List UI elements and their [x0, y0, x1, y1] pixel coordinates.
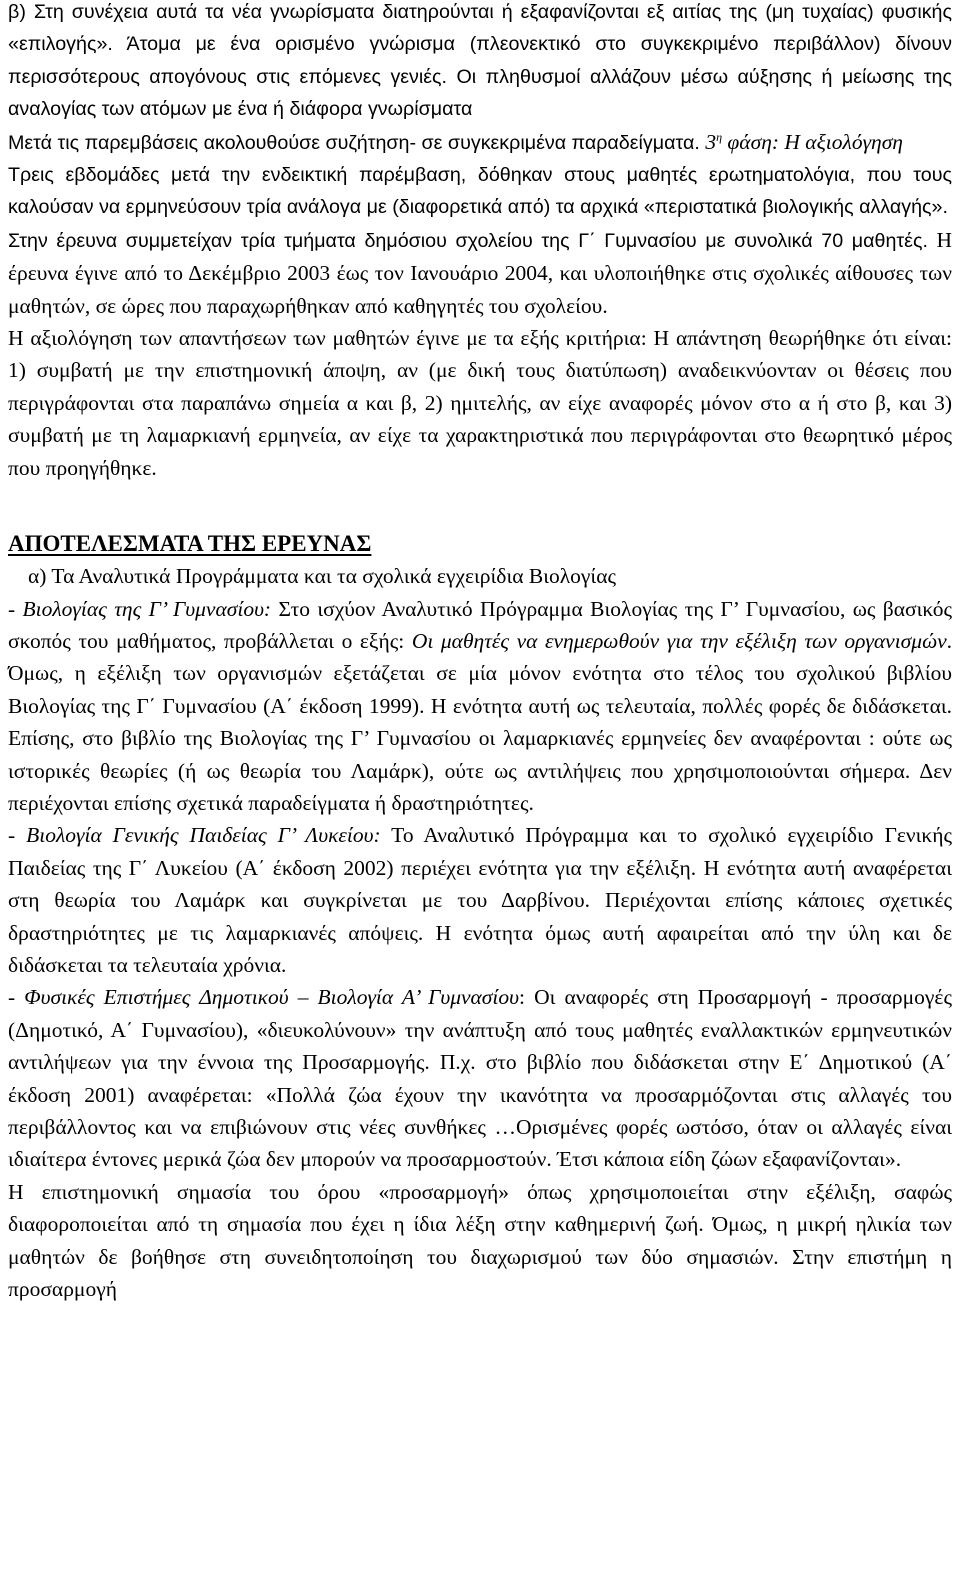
item-text: Στο ισχύον Αναλυτικό Πρόγραμμα Βιολογίας της Γ’ Γυμνασίου, ως βασικός σκοπός του μαθήματος, προβάλλεται ο εξής:: [8, 596, 952, 653]
paragraph-selection-mechanism: β) Στη συνέχεια αυτά τα νέα γνωρίσματα διατηρούνται ή εξαφανίζονται εξ αιτίας της (μη τυχαίας) φυσικής «επιλογής». Άτομα με ένα ορισμένο γνώρισμα (πλεονεκτικό στο συγκεκριμένο περιβάλλον) δίνουν περισσότερους απογόνους στις επόμενες γενιές. Οι πληθυσμοί αλλάζουν μέσω αύξησης ή μείωσης της αναλογίας των ατόμων με ένα ή διάφορα γνωρίσματα: [8, 1, 952, 121]
item-text: Το Αναλυτικό Πρόγραμμα και το σχολικό εγχειρίδιο Γενικής Παιδείας της Γ΄ Λυκείου (Α΄ έκδοση 2002) περιέχει ενότητα για την εξέλιξη. Η ενότητα αυτή αναφέρεται στη θεωρία του Λαμάρκ και συγκρίνεται με του Δαρβίνου. Περιέχονται επίσης κάποιες σχετικές δραστηριότητες με τις λαμαρκιανές απόψεις. Η ενότητα όμως αυτή αφαιρείται από την ύλη και δε διδάσκεται τα τελευταία χρόνια.: [8, 823, 953, 977]
item-goal: Οι μαθητές να ενημερωθούν για την εξέλιξη των οργανισμών: [411, 628, 947, 653]
item-text: : Οι αναφορές στη Προσαρμογή - προσαρμογές (Δημοτικό, Α΄ Γυμνασίου), «διευκολύνουν» την ανάπτυξη από τους μαθητές εναλλακτικών ερμηνευτικών αντιλήψεων για την έννοια της Προσαρμογής. Π.χ. στο βιβλίο που διδάσκεται στην Ε΄ Δημοτικού (Α΄ έκδοση 2001) αναφέρεται: «Πολλά ζώα έχουν την ικανότητα να προσαρμόζονται στις αλλαγές του περιβάλλοντος και να επιβιώνουν στις νέες συνθήκες …Ορισμένες φορές ωστόσο, όταν οι αλλαγές είναι ιδιαίτερα έντονες μερικά ζώα δεν μπορούν να προσαρμοστούν. Έτσι κάποια είδη ζώων εξαφανίζονται».: [8, 985, 952, 1172]
item-title: Φυσικές Επιστήμες Δημοτικού – Βιολογία Α’ Γυμνασίου: [24, 985, 520, 1010]
paragraph-participants: [8, 224, 952, 322]
paragraph-adaptation-meaning: Η επιστημονική σημασία του όρου «προσαρμογή» όπως χρησιμοποιείται στην εξέλιξη, σαφώς διαφοροποιείται από τη σημασία που έχει η ίδια λέξη στην καθημερινή ζωή. Όμως, η μικρή ηλικία των μαθητών δε βοήθησε στη συνειδητοποίηση του διαχωρισμού των δύο σημασιών. Στην επιστήμη η προσαρμογή: [8, 1179, 952, 1302]
item-biology-lyceum: [8, 819, 952, 981]
item-dash: -: [8, 985, 25, 1010]
paragraph-questionnaires: Τρεις εβδομάδες μετά την ενδεικτική παρέμβαση, δόθηκαν στους μαθητές ερωτηματολόγια, που τους καλούσαν να ερμηνεύσουν τρία ανάλογα με (διαφορετικά από) τα αρχικά «περιστατικά βιολογικής αλλαγής».: [8, 164, 952, 219]
item-title: Βιολογίας της Γ’ Γυμνασίου:: [22, 596, 272, 621]
item-dash: -: [8, 596, 23, 621]
phase-title: φάση: Η αξιολόγηση: [722, 129, 903, 154]
paragraph-evaluation-criteria: Η αξιολόγηση των απαντήσεων των μαθητών έγινε με τα εξής κριτήρια: Η απάντηση θεωρήθηκε ότι είναι: 1) συμβατή με την επιστημονική άποψη, αν (με δική τους διατύπωση) αναδεικνύονταν οι θέσεις που περιγράφονται στα παραπάνω σημεία α και β, 2) ημιτελής, αν είχε αναφορές μόνον στο α ή στο β, και 3) συμβατή με τη λαμαρκιανή ερμηνεία, αν είχε τα χαρακτηριστικά που περιγράφονται στο θεωρητικό μέρος που προηγήθηκε.: [8, 326, 952, 480]
subheading-curricula: α) Τα Αναλυτικά Προγράμματα και τα σχολικά εγχειρίδια Βιολογίας: [28, 564, 616, 589]
item-biology-gymnasium: [8, 593, 952, 820]
item-dash: -: [8, 823, 27, 848]
discussion-text: Μετά τις παρεμβάσεις ακολουθούσε συζήτηση- σε συγκεκριμένα παραδείγματα.: [8, 131, 700, 154]
paragraph-discussion: [8, 126, 952, 159]
results-heading: ΑΠΟΤΕΛΕΣΜΑΤΑ ΤΗΣ ΕΡΕΥΝΑΣ: [8, 531, 372, 557]
phase-superscript: η: [716, 129, 723, 144]
research-period-text: Η έρευνα έγινε από το Δεκέμβριο 2003 έως τον Ιανουάριο 2004, και υλοποιήθηκε στις σχολικές αίθουσες των μαθητών, σε ώρες που παραχωρήθηκαν από καθηγητές του σχολείου.: [8, 227, 952, 318]
item-text-continued: . Όμως, η εξέλιξη των οργανισμών εξετάζεται σε μία μόνον ενότητα στο τέλος του σχολικού βιβλίου Βιολογίας της Γ΄ Γυμνασίου (Α΄ έκδοση 1999). Η ενότητα αυτή ως τελευταία, πολλές φορές δε διδάσκεται. Επίσης, στο βιβλίο της Βιολογίας της Γ’ Γυμνασίου οι λαμαρκιανές ερμηνείες δεν αναφέρονται : ούτε ως ιστορικές θεωρίες (ή ως θεωρία του Λαμάρκ), ούτε ως αντιλήψεις που χρησιμοποιούνται σήμερα. Δεν περιέχονται επίσης σχετικά παραδείγματα ή δραστηριότητες.: [8, 628, 952, 815]
item-title: Βιολογία Γενικής Παιδείας Γ’ Λυκείου:: [26, 823, 381, 848]
phase-label: [705, 130, 903, 154]
item-natural-sciences: [8, 981, 952, 1175]
phase-number: 3: [705, 129, 717, 154]
participants-text: Στην έρευνα συμμετείχαν τρία τμήματα δημόσιου σχολείου της Γ΄ Γυμνασίου με συνολικά 70 μαθητές.: [8, 229, 928, 252]
